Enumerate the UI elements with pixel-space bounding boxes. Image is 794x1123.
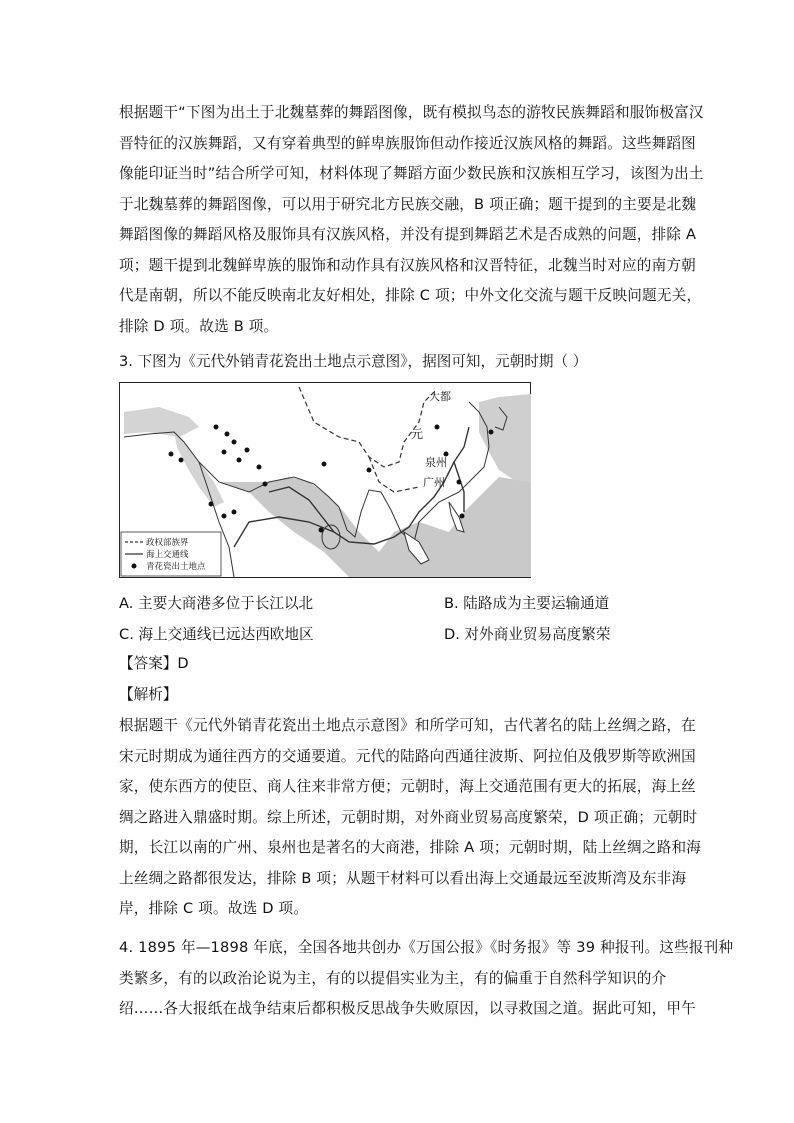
legend-route: 海上交通线 [146,550,189,560]
site-dot [322,462,327,467]
text-line: 绸之路进入鼎盛时期。综上所述，元朝时期，对外商业贸易高度繁荣，D 项正确；元朝时 [119,808,698,826]
label-quanzhou: 泉州 [425,456,447,469]
site-dot [489,430,494,435]
text-line: 代是南朝，所以不能反映南北友好相处，排除 C 项；中外文化交流与题干反映问题无关， [119,287,702,304]
text-line: 4. 1895 年—1898 年底，全国各地共创办《万国公报》《时务报》等 39 种报刊。这些报刊种 [119,939,734,956]
map-legend [121,532,221,576]
site-dot [222,450,227,455]
answer-label: 【答案】D [119,655,189,672]
site-dot [214,425,219,430]
text-line: 宋元时期成为通往西方的交通要道。元代的陆路向西通往波斯、阿拉伯及俄罗斯等欧洲国 [119,747,696,765]
text-line: 家，使东西方的使臣、商人往来非常方便；元朝时，海上交通范围有更大的拓展，海上丝 [119,778,696,795]
text-line: 绍……各大报纸在战争结束后都积极反思战争失败原因，以寻救国之道。据此可知，甲午 [119,1000,696,1017]
text-line: 像能印证当时”结合所学可知，材料体现了舞蹈方面少数民族和汉族相互学习，该图为出土 [119,165,704,182]
analysis-label: 【解析】 [119,686,178,703]
text-line: 根据题干《元代外销青花瓷出土地点示意图》和所学可知，古代著名的陆上丝绸之路，在 [119,717,696,734]
text-line: 于北魏墓葬的舞蹈图像，可以用于研究北方民族交融，B 项正确；题干提到的主要是北魏 [119,195,697,213]
text-line: 上丝绸之路都很发达，排除 B 项；从题干材料可以看出海上交通最远至波斯湾及东非海 [119,869,687,887]
site-dot [245,448,250,453]
site-dot [257,465,262,470]
text-line: 岸，排除 C 项。故选 D 项。 [119,900,309,917]
label-guangzhou: 广州 [423,476,445,489]
text-line: 类繁多，有的以政治论说为主，有的以提倡实业为主，有的偏重于自然科学知识的介 [119,969,667,987]
site-dot [222,514,227,519]
site-dot [263,482,268,487]
site-dot [209,502,214,507]
site-dot [169,452,174,457]
label-yuan: 元 [411,427,424,441]
option-b: B. 陆路成为主要运输通道 [444,595,610,612]
question-4-stem [119,933,734,1025]
site-dot [435,425,440,430]
text-line: 根据题干“下图为出土于北魏墓葬的舞蹈图像，既有模拟鸟态的游牧民族舞蹈和服饰极富汉 [119,104,704,121]
option-d: D. 对外商业贸易高度繁荣 [444,626,611,643]
text-line: 排除 D 项。故选 B 项。 [119,317,279,335]
question-3-analysis [119,711,702,925]
question-3-stem: 3. 下图为《元代外销青花瓷出土地点示意图》，据图可知，元朝时期（ ） [119,353,588,370]
site-dot [237,458,242,463]
text-line: 期，长江以南的广州、泉州也是著名的大商港，排除 A 项；元朝时期，陆上丝绸之路和海 [119,839,702,856]
legend-border: 政权部族界 [146,538,189,548]
site-dot [367,468,372,473]
site-dot [460,514,465,519]
option-a: A. 主要大商港多位于长江以北 [119,595,314,612]
site-dot [179,458,184,463]
label-dadu: 大都 [429,390,451,403]
site-dot [457,480,462,485]
previous-analysis-paragraph [119,98,704,342]
option-c: C. 海上交通线已远达西欧地区 [119,626,314,643]
text-line: 舞蹈图像的舞蹈风格及服饰具有汉族风格，并没有提到舞蹈艺术是否成熟的问题，排除 A [119,226,697,243]
site-dot [232,510,237,515]
porcelain-sites-map [119,382,531,578]
site-dot [225,432,230,437]
legend-site: 青花瓷出土地点 [146,562,206,572]
text-line: 项；题干提到北魏鲜卑族的服饰和动作具有汉族风格和汉晋特征，北魏当时对应的南方朝 [119,256,696,274]
site-dot [319,528,324,533]
text-line: 晋特征的汉族舞蹈，又有穿着典型的鲜卑族服饰但动作接近汉族风格的舞蹈。这些舞蹈图 [119,134,696,152]
site-dot [232,440,237,445]
